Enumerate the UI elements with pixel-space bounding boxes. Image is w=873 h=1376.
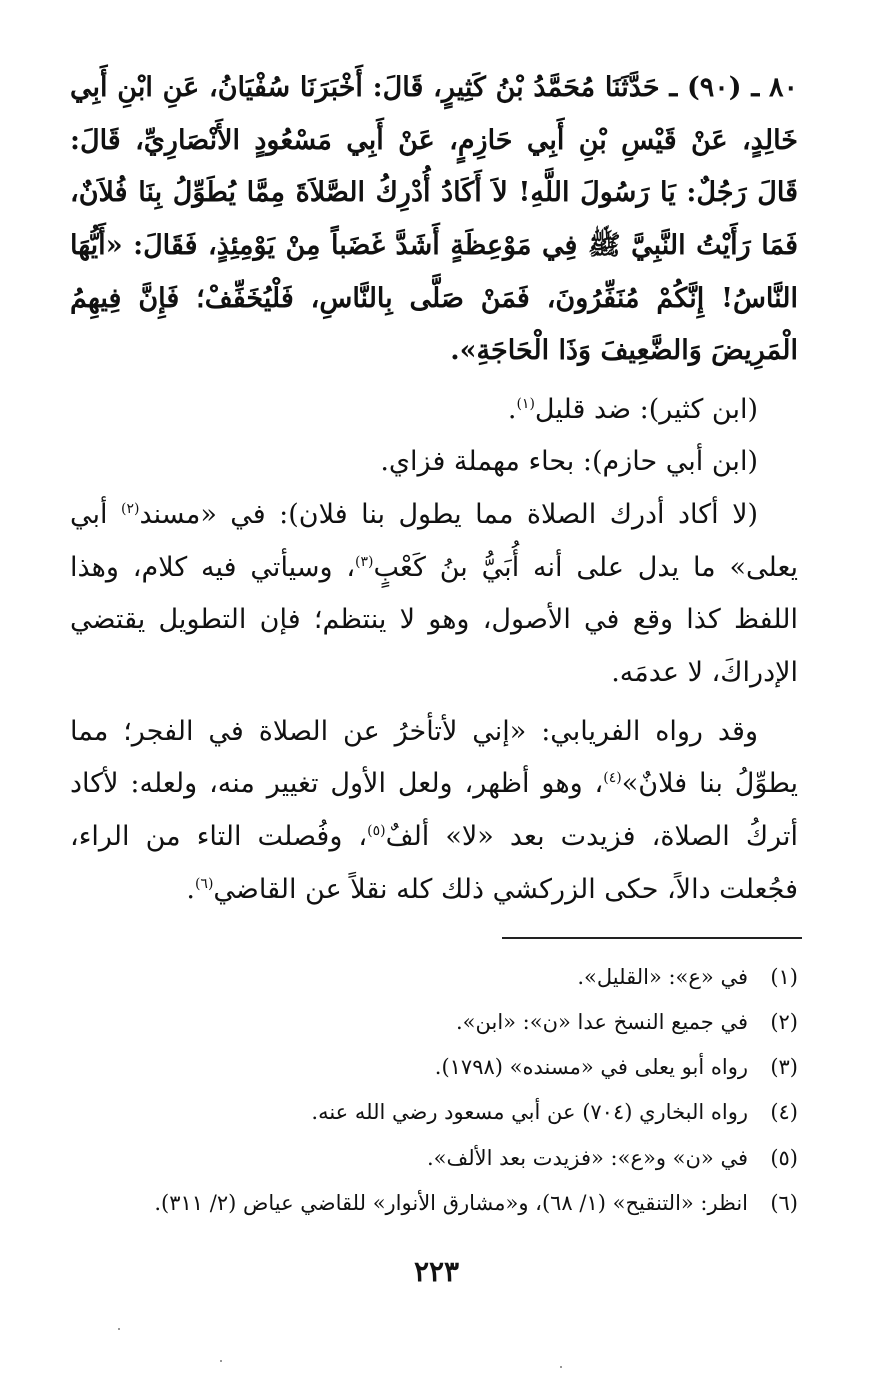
scan-speck [220,1360,222,1362]
footnote-item: (٢) في جميع النسخ عدا «ن»: «ابن». [455,1010,798,1035]
hadith-text: حَدَّثَنَا مُحَمَّدُ بْنُ كَثِيرٍ، قَالَ: أَخْبَرَنَا سُفْيَانُ، عَنِ ابْنِ أَبِي خَالِدٍ، عَنْ قَيْسِ بْنِ أَبِي حَازِمٍ، عَنْ أَبِي مَسْعُودٍ الأَنْصَارِيِّ، قَالَ: قَالَ رَجُلٌ: يَا رَسُولَ اللَّهِ! لاَ أَكَادُ أُدْرِكُ الصَّلاَةَ مِمَّا يُطَوِّلُ بِنَا فُلاَنٌ، فَمَا رَأَيْتُ النَّبِيَّ ﷺ فِي مَوْعِظَةٍ أَشَدَّ غَضَباً مِنْ يَوْمِئِذٍ، فَقَالَ: «أَيُّهَا النَّاسُ! إِنَّكُمْ مُنَفِّرُونَ، فَمَنْ صَلَّى بِالنَّاسِ، فَلْيُخَفِّفْ؛ فَإِنَّ فِيهِمُ الْمَرِيضَ وَالضَّعِيفَ وَذَا الْحَاجَةِ». [70,72,798,367]
footnote-ref-1: (١) [516,395,535,412]
hadith-paragraph [70,62,798,378]
comment-firyabi: وقد رواه الفريابي: «إني لأتأخرُ عن الصلاة في الفجر؛ مما يطوِّلُ بنا فلانٌ»$^{(٤)}$، وهو أظهر، ولعل الأول تغيير منه، ولعله: لأكاد أتركُ الصلاة، فزيدت بعد «لا» ألفٌ$^{(٥)}$، وفُصلت التاء من الراء، فجُعلت دالاً، حكى الزركشي ذلك كله نقلاً عن القاضي$^{(٦)}$. [70,715,798,905]
comment-la-akad: (لا أكاد أدرك الصلاة مما يطول بنا فلان): في «مسند$^{(٢)}$ أبي يعلى» ما يدل على أنه أُبَيُّ بنُ كَعْبٍ$^{(٣)}$، وسيأتي فيه كلام، وهذا اللفظ كذا وقع في الأصول، وهو لا ينتظم؛ فإن التطويل يقتضي الإدراكَ، لا عدمَه. [70,499,798,689]
footnote-item: (٦) انظر: «التنقيح» (١/ ٦٨)، و«مشارق الأنوار» للقاضي عياض (٢/ ٣١١). [154,1190,798,1215]
footnote-item: (٥) في «ن» و«ع»: «فزيدت بعد الألف». [426,1145,798,1170]
hadith-number: ٨٠ ـ (٩٠) ـ [669,72,798,103]
footnote-item: (٣) رواه أبو يعلى في «مسنده» (١٧٩٨). [434,1055,798,1080]
scan-speck [560,1366,562,1368]
comment-ibn-abi-hazim: (ابن أبي حازم): بحاء مهملة فزاي. [380,446,758,478]
footnote-separator [502,937,802,939]
footnote-ref-4: (٤) [603,770,622,787]
footnote-ref-2: (٢) [120,501,140,518]
footnotes [70,955,798,1226]
footnote-ref-6: (٦) [194,875,214,892]
page-number: ٢٢٣ [413,1255,460,1288]
footnote-item: (١) في «ع»: «القليل». [577,965,798,989]
footnote-ref-3: (٣) [355,553,374,570]
commentary [70,384,798,916]
scan-speck [118,1328,120,1330]
footnote-item: (٤) رواه البخاري (٧٠٤) عن أبي مسعود رضي الله عنه. [311,1100,798,1125]
comment-ibn-kathir: (ابن كثير): ضد قليل$^{(١)}$. [507,393,758,425]
main-text [70,62,798,916]
footnote-ref-5: (٥) [367,822,386,839]
